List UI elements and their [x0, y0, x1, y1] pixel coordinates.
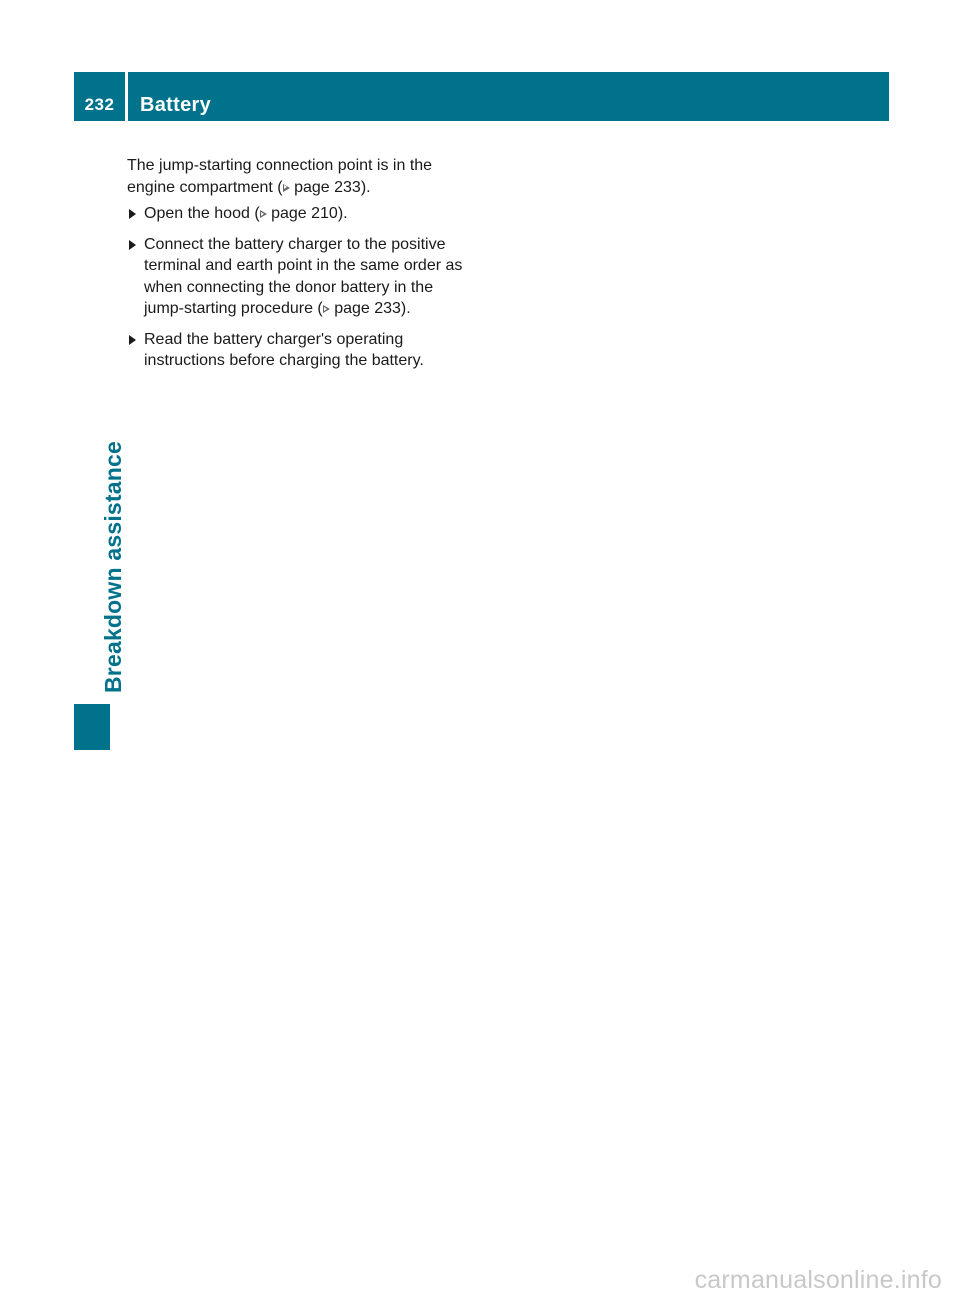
header-divider [125, 72, 128, 121]
instruction-step [127, 329, 472, 372]
side-tab-marker [74, 704, 110, 750]
instruction-step [127, 234, 472, 320]
page-reference-text: page 233). [329, 300, 411, 317]
page-reference-link[interactable] [283, 179, 371, 196]
watermark: carmanualsonline.info [694, 1266, 942, 1294]
step-triangle-icon [129, 335, 136, 345]
page-reference-icon [323, 305, 330, 313]
page-header [74, 72, 889, 121]
page-reference-link[interactable] [260, 205, 348, 222]
step-triangle-icon [129, 209, 136, 219]
page-content [127, 155, 472, 381]
intro-paragraph [127, 155, 472, 198]
step-text: Connect the battery charger to the positive terminal and earth point in the same order as when connecting the donor battery in the jump-starting procedure ( [144, 235, 463, 317]
section-title: Battery [140, 94, 212, 116]
page-reference-icon [283, 184, 290, 192]
step-text: Read the battery charger's operating instructions before charging the battery. [144, 330, 424, 369]
page-reference-text: page 233). [289, 178, 371, 196]
step-triangle-icon [129, 240, 136, 250]
step-text: Open the hood ( [144, 205, 260, 222]
intro-text: The jump-starting connection point is in the engine compartment ( [127, 157, 433, 196]
page-reference-icon [260, 210, 267, 218]
side-tab-label: Breakdown assistance [100, 440, 126, 693]
page-number: 232 [84, 95, 115, 114]
instruction-step [127, 203, 472, 225]
page-reference-text: page 210). [266, 205, 348, 222]
page-reference-link[interactable] [323, 300, 411, 317]
